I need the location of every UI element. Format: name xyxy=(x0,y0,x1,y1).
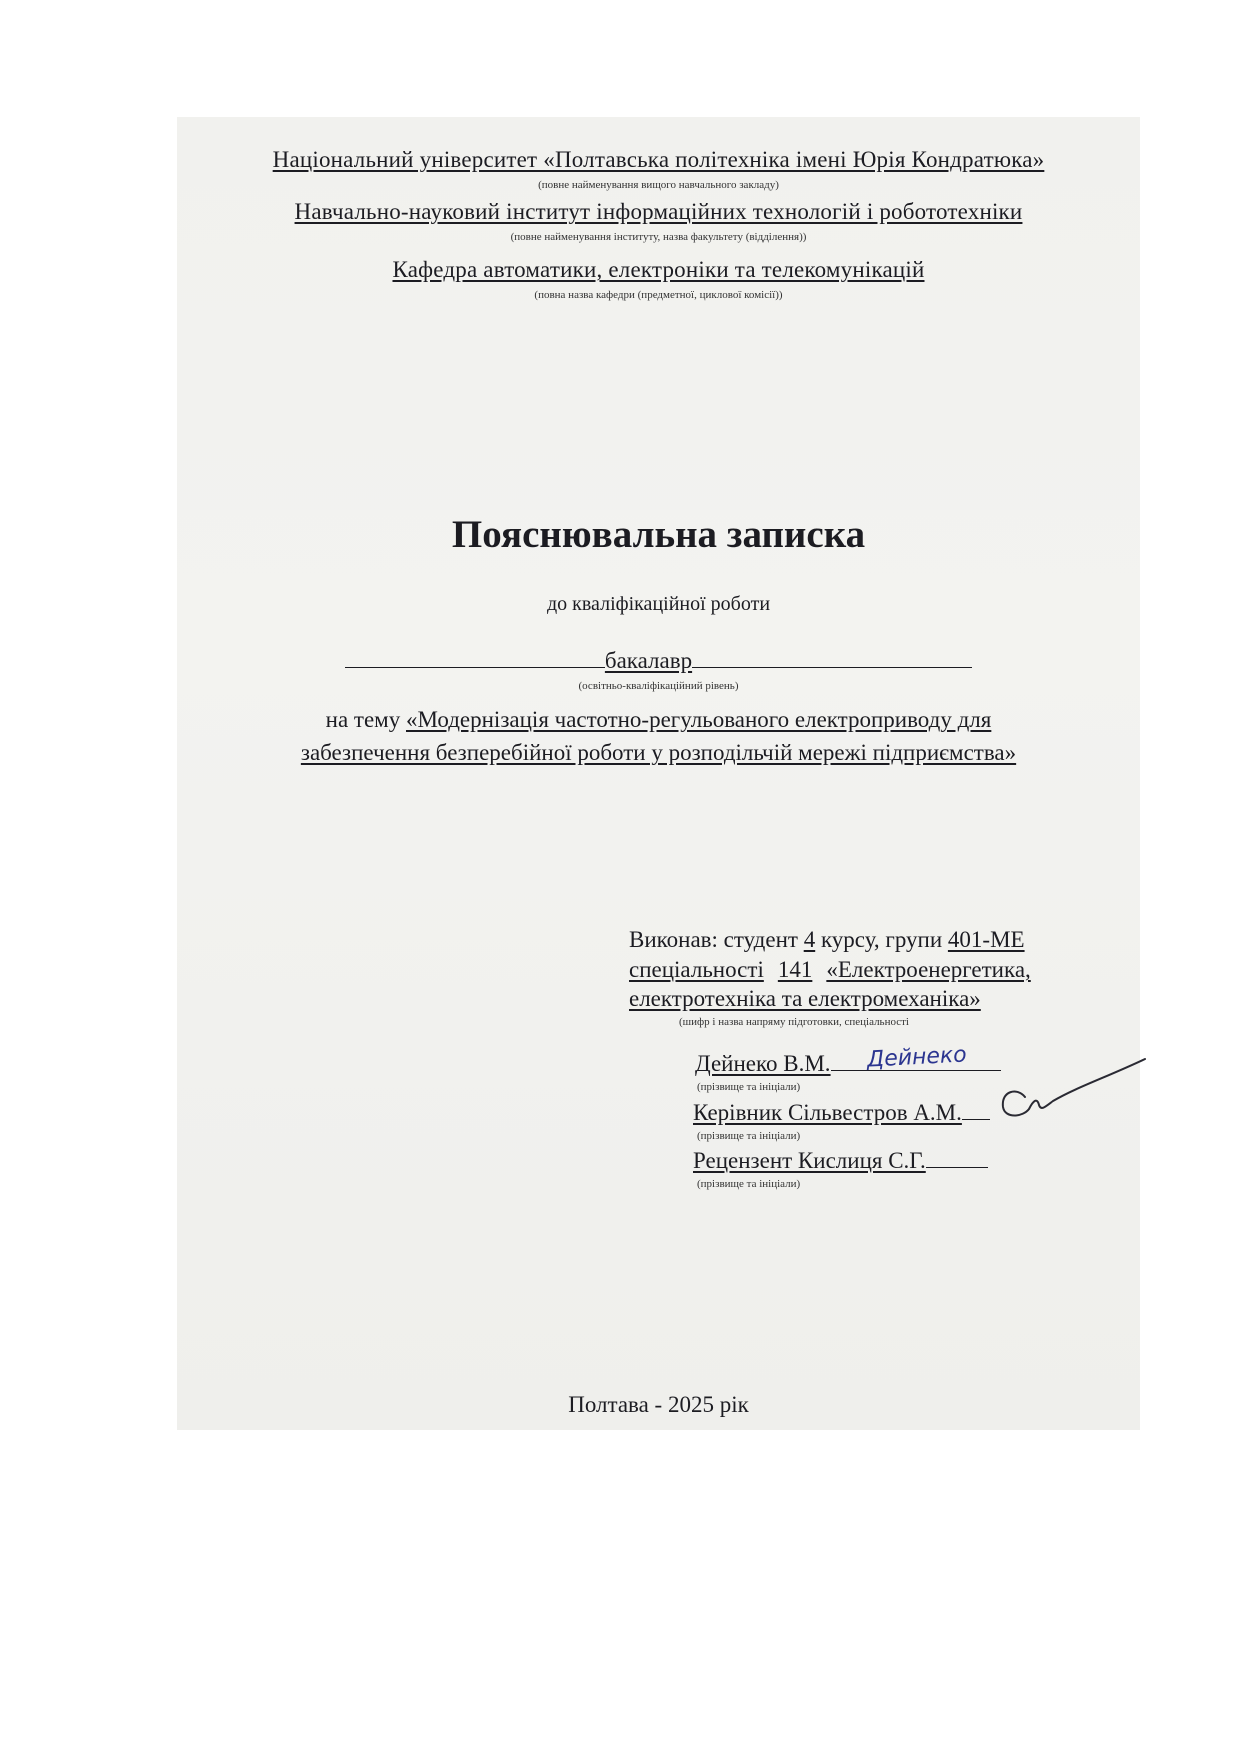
city-year: Полтава - 2025 рік xyxy=(568,1392,749,1417)
document-subtitle: до кваліфікаційної роботи xyxy=(546,593,771,615)
level-value: бакалавр xyxy=(604,648,693,673)
supervisor-signature-line xyxy=(962,1099,990,1120)
institute-caption: (повне найменування інституту, назва факультету (відділення)) xyxy=(510,231,807,243)
university-name xyxy=(177,147,1140,173)
reviewer-line xyxy=(693,1147,988,1174)
specialty-line-2 xyxy=(629,986,981,1012)
supervisor-name: Керівник Сільвестров А.М. xyxy=(693,1100,962,1125)
supervisor-signature-icon xyxy=(997,1057,1147,1127)
topic-text-1: «Модернізація частотно-регульованого електроприводу для xyxy=(406,707,992,732)
supervisor-line xyxy=(693,1099,990,1126)
topic-line-2 xyxy=(177,740,1140,766)
specialty-caption: (шифр і назва напряму підготовки, спеціальності xyxy=(679,1016,909,1028)
institute-name xyxy=(177,199,1140,225)
course-label: курсу, групи xyxy=(820,927,943,952)
student-caption: (прізвище та ініціали) xyxy=(697,1081,801,1093)
level-blank-left xyxy=(345,647,605,668)
student-line xyxy=(629,927,1025,953)
department-caption: (повна назва кафедри (предметної, циклової комісії)) xyxy=(534,289,783,301)
student-name: Дейнеко В.М. xyxy=(695,1051,831,1076)
reviewer-caption: (прізвище та ініціали) xyxy=(697,1178,801,1190)
specialty-label: спеціальності xyxy=(629,957,764,982)
supervisor-caption: (прізвище та ініціали) xyxy=(697,1130,801,1142)
reviewer-signature-line xyxy=(926,1147,988,1168)
qualification-level xyxy=(177,647,1140,674)
department-name-text: Кафедра автоматики, електроніки та телекомунікацій xyxy=(392,257,925,282)
course-value: 4 xyxy=(803,927,816,952)
reviewer-name: Рецензент Кислиця С.Г. xyxy=(693,1148,926,1173)
topic-line-1 xyxy=(177,707,1140,733)
specialty-code: 141 xyxy=(777,957,813,982)
specialty-line xyxy=(629,957,1031,983)
institute-name-text: Навчально-науковий інститут інформаційних технологій і робототехніки xyxy=(294,199,1023,224)
document-sheet xyxy=(177,117,1140,1430)
department-name xyxy=(177,257,1140,283)
university-name-text: Національний університет «Полтавська політехніка імені Юрія Кондратюка» xyxy=(272,147,1045,172)
level-blank-right xyxy=(692,647,972,668)
topic-text-2: забезпечення безперебійної роботи у розподільчій мережі підприємства» xyxy=(300,740,1017,765)
group-value: 401-МЕ xyxy=(947,927,1025,952)
specialty-name-2: електротехніка та електромеханіка» xyxy=(629,986,981,1011)
university-caption: (повне найменування вищого навчального закладу) xyxy=(538,179,779,191)
topic-prefix: на тему xyxy=(325,707,401,732)
document-title: Пояснювальна записка xyxy=(451,513,866,556)
level-caption: (освітньо-кваліфікаційний рівень) xyxy=(578,680,739,692)
specialty-name-1: «Електроенергетика, xyxy=(826,957,1031,982)
student-signature: Дейнеко xyxy=(866,1042,968,1073)
student-label: Виконав: студент xyxy=(629,927,798,952)
